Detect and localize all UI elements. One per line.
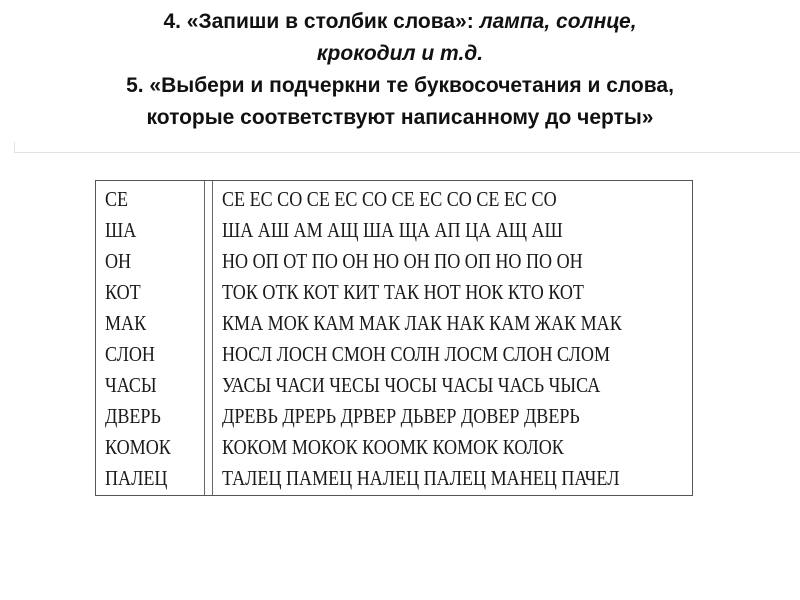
task4-examples-part2: крокодил и т.д. [316,42,484,65]
task5-line1: 5. «Выбери и подчеркни те буквосочетания и слова, [126,74,674,97]
task-heading [0,6,800,134]
table-row [96,215,692,246]
target-word: ЧАСЫ [105,373,157,397]
table-row [96,370,692,401]
target-word: КОТ [105,280,141,304]
letter-combinations: ДРЕВЬ ДРЕРЬ ДРВЕР ДЬВЕР ДОВЕР ДВЕРЬ [222,404,580,428]
target-word: КОМОК [105,435,171,459]
table-row [96,339,692,370]
separator-line [14,152,800,153]
table-row [96,246,692,277]
task4-prefix: 4. «Запиши в столбик слова»: [163,10,480,33]
task4-line1 [0,6,800,38]
target-word: ПАЛЕЦ [105,466,168,490]
letter-combinations: ТАЛЕЦ ПАМЕЦ НАЛЕЦ ПАЛЕЦ МАНЕЦ ПАЧЕЛ [222,466,620,490]
word-matching-table [95,180,693,496]
letter-combinations: НОСЛ ЛОСН СМОН СОЛН ЛОСМ СЛОН СЛОМ [222,342,611,366]
letter-combinations: НО ОП ОТ ПО ОН НО ОН ПО ОП НО ПО ОН [222,249,583,273]
target-word: СЛОН [105,342,155,366]
target-word: ДВЕРЬ [105,404,161,428]
letter-combinations: СЕ ЕС СО СЕ ЕС СО СЕ ЕС СО СЕ ЕС СО [222,187,557,211]
letter-combinations: КОКОМ МОКОК КООМК КОМОК КОЛОК [222,435,564,459]
letter-combinations: ТОК ОТК КОТ КИТ ТАК НОТ НОК КТО КОТ [222,280,584,304]
table-row [96,308,692,339]
letter-combinations: КМА МОК КАМ МАК ЛАК НАК КАМ ЖАК МАК [222,311,622,335]
table-row [96,277,692,308]
letter-combinations: УАСЫ ЧАСИ ЧЕСЫ ЧОСЫ ЧАСЫ ЧАСЬ ЧЫСА [222,373,601,397]
table-row [96,432,692,463]
table-row [96,463,692,494]
target-word: ША [105,218,137,242]
table-rows [96,184,692,494]
task4-examples-part1: лампа, солнце, [479,10,637,33]
target-word: ОН [105,249,132,273]
table-row [96,401,692,432]
task5-line2: которые соответствуют написанному до черты» [146,106,654,129]
target-word: СЕ [105,187,129,211]
target-word: МАК [105,311,147,335]
letter-combinations: ША АШ АМ АЩ ША ЩА АП ЦА АЩ АШ [222,218,563,242]
table-row [96,184,692,215]
